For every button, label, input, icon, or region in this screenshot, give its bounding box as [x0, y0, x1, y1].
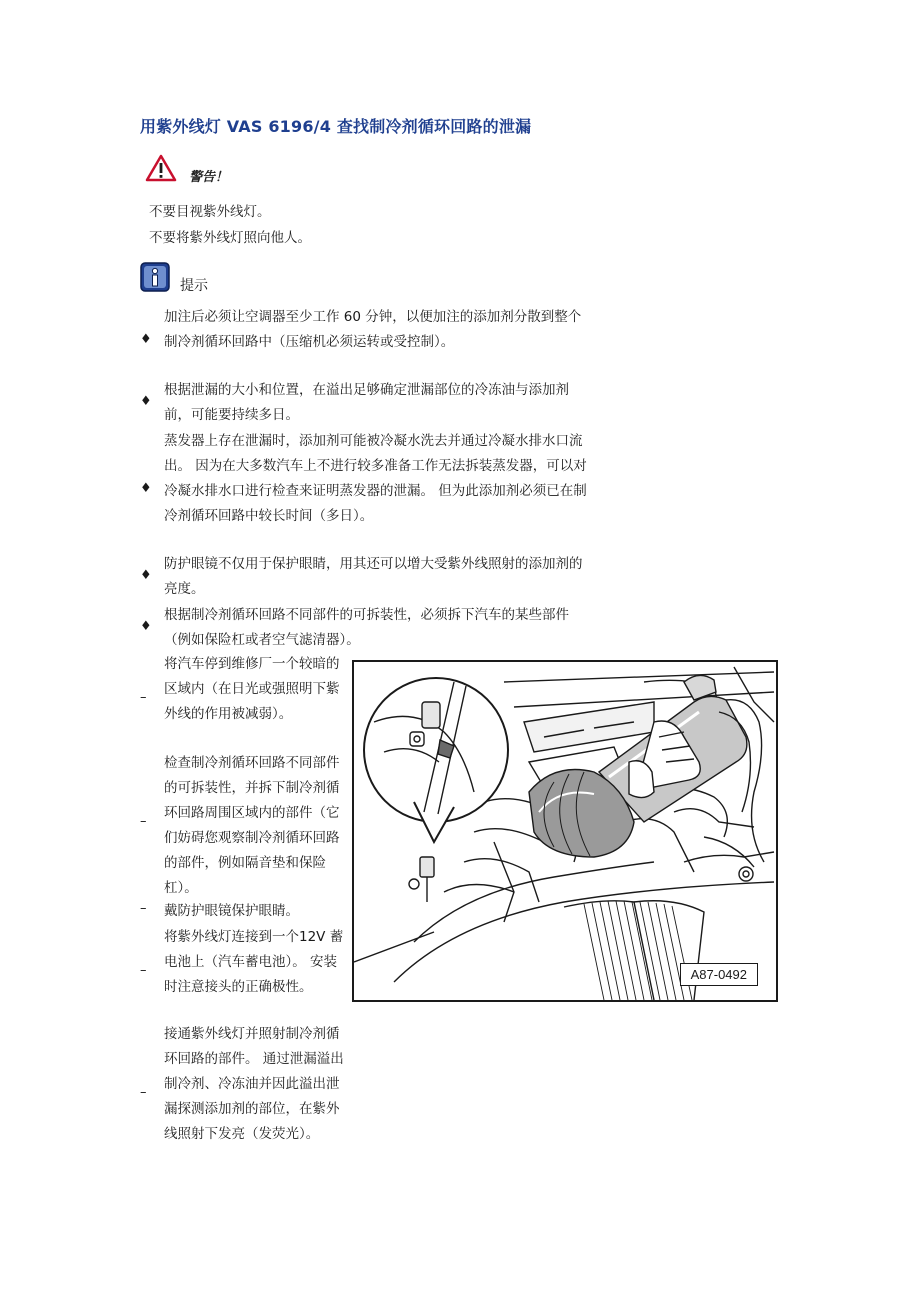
- bullet-diamond-icon: ♦: [140, 568, 152, 583]
- hint-item-text: 根据泄漏的大小和位置，在溢出足够确定泄漏部位的冷冻油与添加剂前，可能要持续多日。: [164, 382, 569, 423]
- step-text: 将汽车停到维修厂一个较暗的区域内（在日光或强照明下紫外线的作用被减弱）。: [164, 656, 340, 722]
- step-dash-icon: –: [140, 814, 147, 829]
- figure-code-label: A87-0492: [680, 963, 758, 986]
- hint-label: 提示: [180, 278, 208, 294]
- step-dash-icon: –: [140, 901, 147, 916]
- step-text: 将紫外线灯连接到一个12V 蓄电池上（汽车蓄电池）。 安装时注意接头的正确极性。: [164, 929, 344, 995]
- bullet-diamond-icon: ♦: [140, 394, 152, 409]
- warning-line-1: 不要目视紫外线灯。: [149, 204, 271, 220]
- bullet-diamond-icon: ♦: [140, 332, 152, 347]
- warning-line-2: 不要将紫外线灯照向他人。: [149, 230, 311, 246]
- bullet-diamond-icon: ♦: [140, 481, 152, 496]
- hint-item-text: 加注后必须让空调器至少工作 60 分钟，以便加注的添加剂分散到整个制冷剂循环回路中（压缩机必须运转或受控制）。: [164, 309, 582, 350]
- hint-item-text: 防护眼镜不仅用于保护眼睛，用其还可以增大受紫外线照射的添加剂的亮度。: [164, 556, 583, 597]
- hint-header: [140, 262, 340, 294]
- step-dash-icon: –: [140, 1085, 147, 1100]
- step-dash-icon: –: [140, 963, 147, 978]
- hint-item-3: [140, 429, 590, 529]
- warning-triangle-icon: [145, 154, 177, 182]
- hint-item-text: 根据制冷剂循环回路不同部件的可拆装性，必须拆下汽车的某些部件（例如保险杠或者空气滤清器）。: [164, 607, 569, 648]
- engine-bay-uv-lamp-illustration-icon: [354, 662, 776, 1000]
- page-title: 用紫外线灯 VAS 6196/4 查找制冷剂循环回路的泄漏: [140, 117, 532, 136]
- bullet-diamond-icon: ♦: [140, 619, 152, 634]
- hint-item-2: [140, 378, 590, 428]
- warning-header: [145, 154, 345, 186]
- step-text: 接通紫外线灯并照射制冷剂循环回路的部件。 通过泄漏溢出制冷剂、冷冻油并因此溢出泄漏探测添加剂的部位，在紫外线照射下发亮（发荧光）。: [164, 1026, 344, 1142]
- step-text: 戴防护眼镜保护眼睛。: [164, 903, 299, 919]
- engine-bay-figure: [352, 660, 778, 1002]
- hint-item-4: [140, 552, 590, 602]
- hint-item-text: 蒸发器上存在泄漏时，添加剂可能被冷凝水洗去并通过冷凝水排水口流出。 因为在大多数汽车上不进行较多准备工作无法拆装蒸发器，可以对冷凝水排水口进行检查来证明蒸发器的泄漏。 但为此添加剂必须已在制冷剂循环回路中较长时间（多日）。: [164, 433, 587, 524]
- hint-item-5: [140, 603, 590, 653]
- step-text: 检查制冷剂循环回路不同部件的可拆装性，并拆下制冷剂循环回路周围区域内的部件（它们妨碍您观察制冷剂循环回路的部件，例如隔音垫和保险杠）。: [164, 755, 340, 896]
- step-dash-icon: –: [140, 690, 147, 705]
- info-icon: [140, 262, 170, 292]
- warning-label: 警告！: [189, 170, 229, 185]
- step-item-5: [140, 1022, 590, 1147]
- hint-item-1: [140, 305, 590, 355]
